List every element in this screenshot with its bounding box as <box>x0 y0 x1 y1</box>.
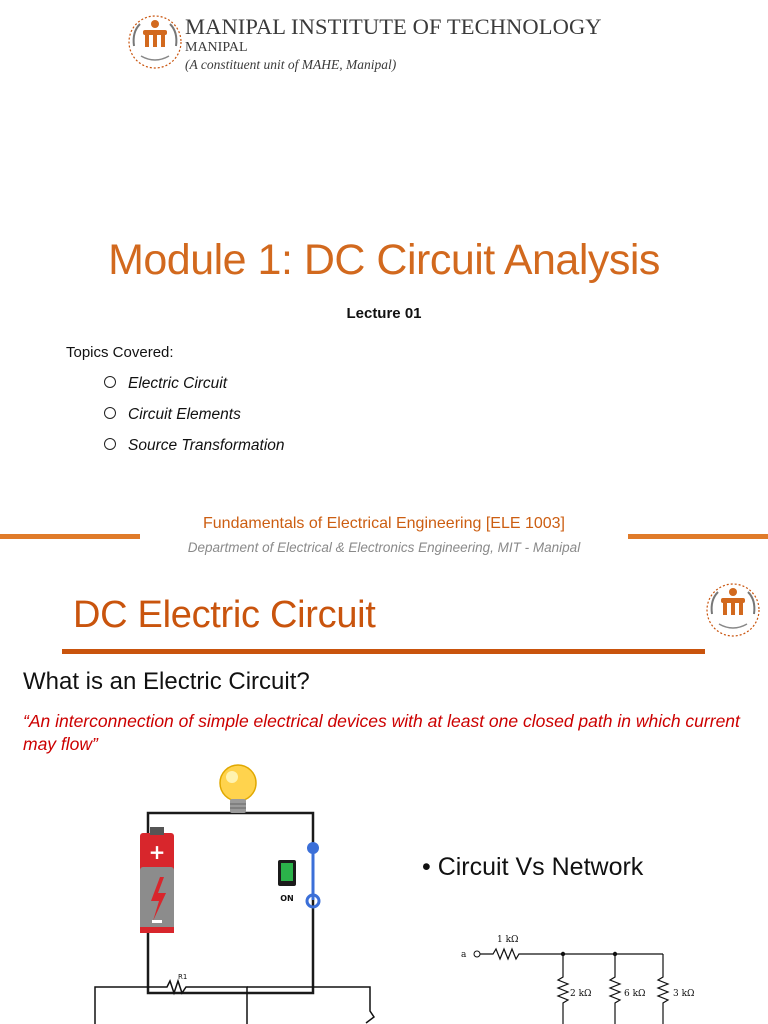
resistor-circuit <box>95 973 374 1024</box>
lecture-label: Lecture 01 <box>346 305 422 322</box>
content-slide <box>0 570 768 1024</box>
department-line: Department of Electrical & Electronics Engineering, MIT - Manipal <box>187 540 581 555</box>
switch-icon <box>278 860 296 903</box>
svg-text:+: + <box>148 840 166 864</box>
topic-item: Source Transformation <box>104 437 285 455</box>
svg-text:2 kΩ: 2 kΩ <box>570 989 592 999</box>
slide-title: DC Electric Circuit <box>73 594 376 636</box>
circle-bullet-icon <box>104 376 116 388</box>
institution-name: MANIPAL INSTITUTE OF TECHNOLOGY <box>185 14 602 39</box>
svg-text:a: a <box>461 950 467 960</box>
svg-text:1 kΩ: 1 kΩ <box>497 935 519 945</box>
battery-icon <box>140 827 174 933</box>
svg-text:3 kΩ: 3 kΩ <box>673 989 695 999</box>
circuit-illustration <box>90 755 390 1024</box>
institution-subtitle: (A constituent unit of MAHE, Manipal) <box>185 57 397 72</box>
institute-logo <box>704 578 762 644</box>
topic-item: Circuit Elements <box>104 406 241 424</box>
topics-heading: Topics Covered: <box>66 344 174 361</box>
topic-item: Electric Circuit <box>104 375 227 393</box>
bullet-point: • Circuit Vs Network <box>422 853 644 881</box>
circle-bullet-icon <box>104 438 116 450</box>
module-title: Module 1: DC Circuit Analysis <box>108 236 660 284</box>
institution-city: MANIPAL <box>185 40 248 55</box>
svg-text:ON: ON <box>280 894 294 903</box>
light-bulb-icon <box>220 765 256 813</box>
circle-bullet-icon <box>104 407 116 419</box>
course-title: Fundamentals of Electrical Engineering [ELE 1003] <box>203 515 565 532</box>
title-underline <box>62 649 705 654</box>
footer-rule-right <box>628 534 768 539</box>
network-diagram <box>455 925 715 1024</box>
svg-text:R1: R1 <box>178 973 188 981</box>
question-heading: What is an Electric Circuit? <box>23 668 310 695</box>
footer-rule-left <box>0 534 140 539</box>
definition-quote: “An interconnection of simple electrical devices with at least one closed path in which current may flow” <box>23 711 740 754</box>
institute-logo <box>126 12 184 70</box>
svg-text:6 kΩ: 6 kΩ <box>624 989 646 999</box>
